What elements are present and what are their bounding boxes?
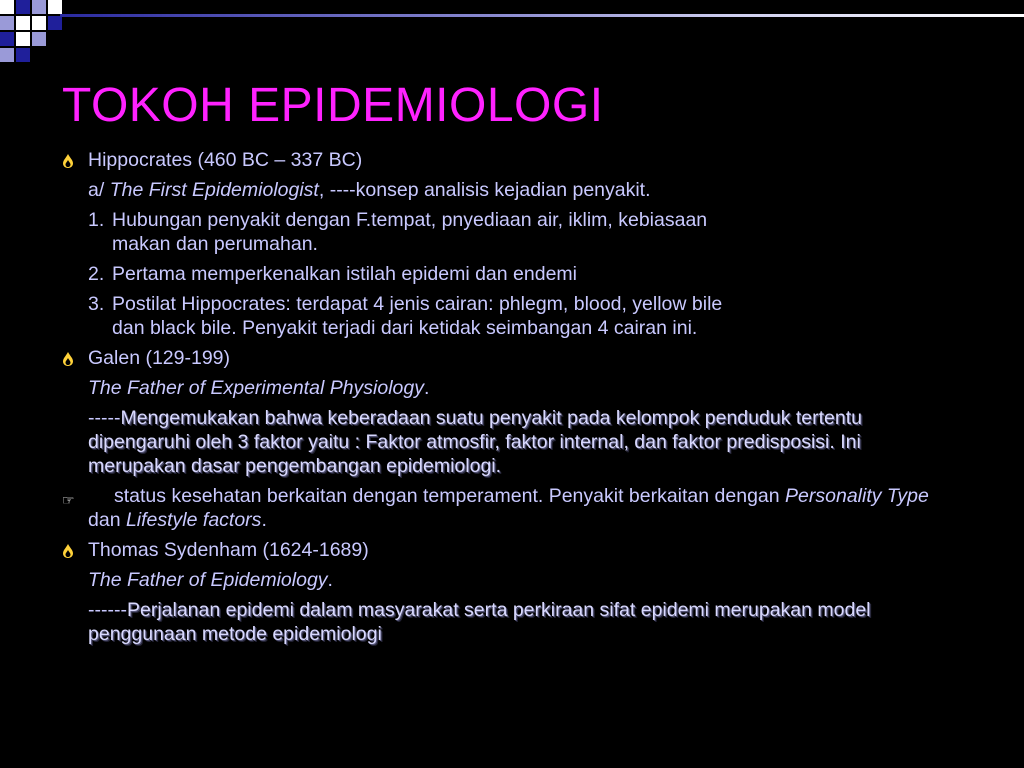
epithet-text: The First Epidemiologist [109,179,319,201]
corner-square [32,16,46,30]
corner-square [0,48,14,62]
galen-heading: Galen (129-199) [88,347,231,369]
point-text: Hubungan penyakit dengan F.tempat, pnyediaan air, iklim, kebiasaan [112,209,708,231]
shadow-text: Perjalanan epidemi dalam masyarakat serta perkiraan sifat epidemi merupakan model penggunaan metode epidemiologi [88,599,871,645]
note-italic-lifestyle: Lifestyle factors [125,509,262,531]
epithet-suffix: . [327,569,333,591]
point-text: Pertama memperkenalkan istilah epidemi dan endemi [112,263,577,285]
corner-square [48,16,62,30]
corner-square [16,32,30,46]
concept-text: , ----konsep analisis kejadian penyakit. [318,179,651,201]
dash-prefix: ----- [88,407,121,429]
epithet-text: The Father of Experimental Physiology [88,377,424,399]
note-text: status kesehatan berkaitan dengan temperament. Penyakit berkaitan dengan [114,485,786,507]
prefix-text: a/ [88,179,110,201]
point-text: Postilat Hippocrates: terdapat 4 jenis cairan: phlegm, blood, yellow bile [112,293,723,315]
epithet-suffix: . [424,377,430,399]
point-number: 3. [88,293,105,315]
bullet-hippocrates [62,148,962,172]
hippocrates-point-3 [62,292,962,340]
hippocrates-subtitle [62,178,962,202]
corner-square [0,0,14,14]
flame-bullet-icon [62,154,74,168]
shadow-text: Mengemukakan bahwa keberadaan suatu penyakit pada kelompok penduduk tertentu dipengaruhi oleh 3 faktor yaitu : Faktor atmosfir, faktor internal, dan faktor predisposisi. Ini merupakan dasar pengembangan epidemiologi. [88,407,862,477]
corner-square [48,0,62,14]
bullet-sydenham [62,538,962,562]
sydenham-description [62,598,962,646]
corner-square [0,16,14,30]
corner-square [0,32,14,46]
sydenham-epithet [62,568,962,592]
bullet-galen [62,346,962,370]
pointing-hand-icon: ☞ [62,492,75,508]
header-rule [60,14,1024,17]
corner-square [32,32,46,46]
galen-temperament-note [62,484,962,532]
epithet-text: The Father of Epidemiology [88,569,328,591]
corner-square [32,0,46,14]
galen-epithet [62,376,962,400]
note-italic-personality: Personality Type [785,485,929,507]
hippocrates-point-2 [62,262,962,286]
point-number: 2. [88,263,105,285]
dash-prefix: ------ [88,599,127,621]
hippocrates-heading: Hippocrates (460 BC – 337 BC) [88,149,363,171]
galen-description [62,406,962,478]
point-number: 1. [88,209,105,231]
note-conjunction: dan [88,509,126,531]
flame-bullet-icon [62,352,74,366]
corner-square [16,0,30,14]
slide-body [62,148,962,652]
corner-square [16,48,30,62]
point-continuation: makan dan perumahan. [112,233,318,255]
sydenham-heading: Thomas Sydenham (1624-1689) [88,539,369,561]
slide-title: TOKOH EPIDEMIOLOGI [62,79,604,133]
hippocrates-point-1 [62,208,962,256]
flame-bullet-icon [62,544,74,558]
point-continuation: dan black bile. Penyakit terjadi dari ketidak seimbangan 4 cairan ini. [112,317,698,339]
corner-square [16,16,30,30]
note-end: . [261,509,267,531]
